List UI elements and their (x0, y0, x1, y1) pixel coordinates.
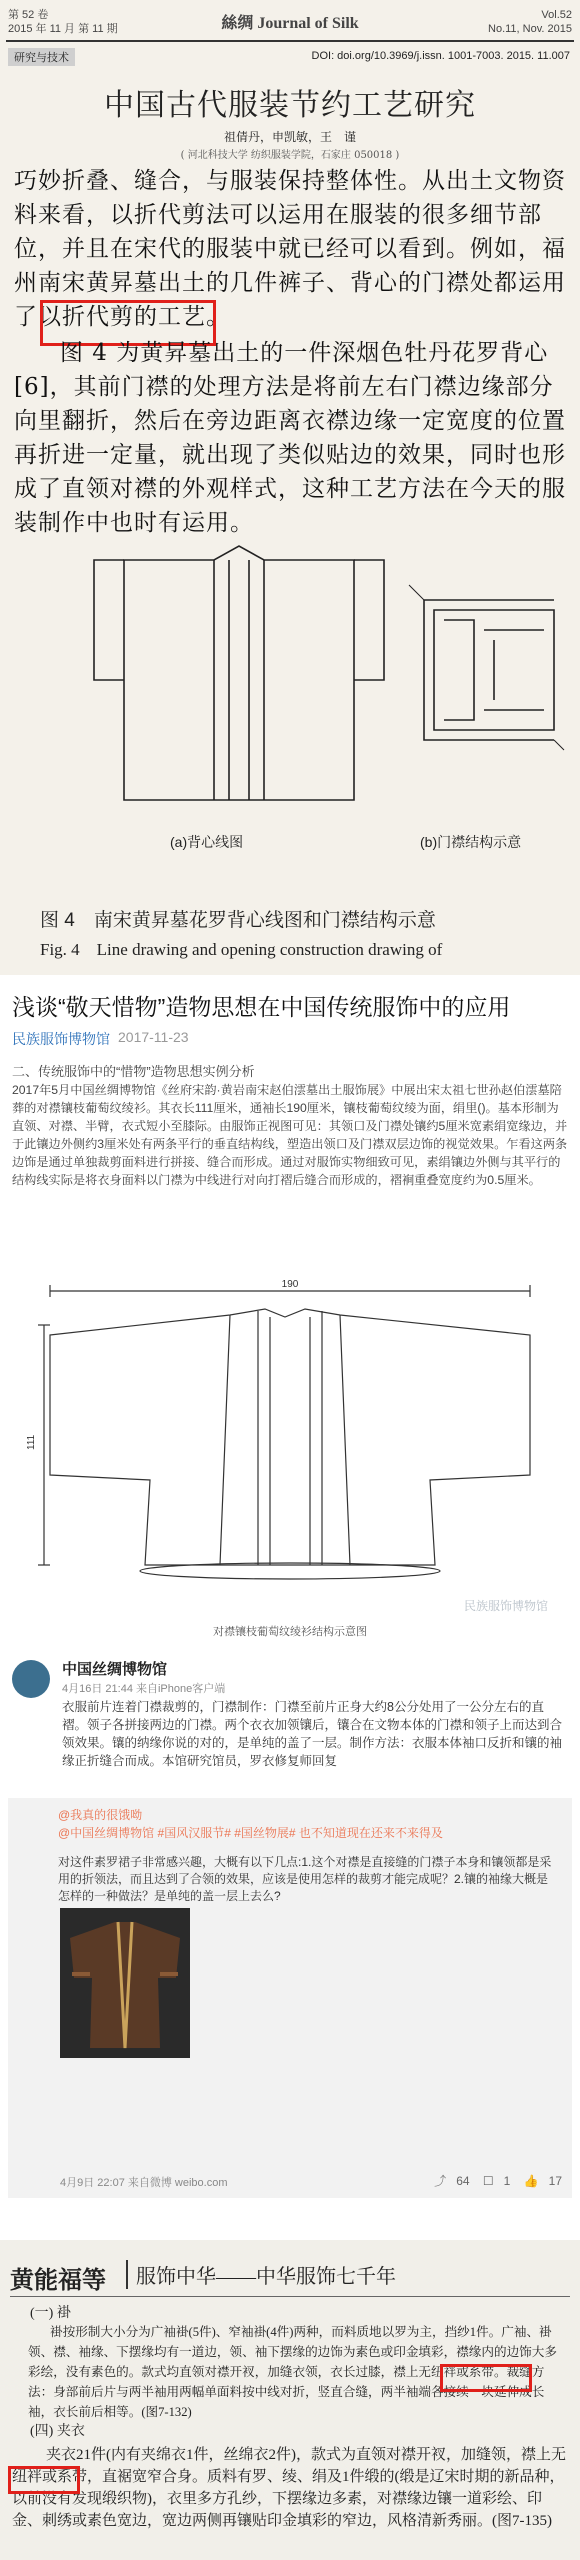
subfigure-b-label: (b)门襟结构示意 (420, 834, 522, 850)
article-subheading: 二、传统服饰中的“惜物”造物思想实例分析 (12, 1064, 255, 1079)
quoted-post[interactable] (8, 1798, 572, 2198)
book-subsection-2: (四) 夹衣 (30, 2424, 85, 2439)
article-date: 2017-11-23 (118, 1029, 189, 1045)
journal-header (0, 6, 580, 40)
book-text-1: 褂按形制大小分为广袖褂(5件)、窄袖褂(4件)两种，而料质地以罗为主，挡纱1件。广袖、褂领、襟、袖缘、下摆缘均有一道边，领、袖下摆缘的边饰为素色或印金填彩，襟缘内的边饰大多彩绘，没有素色的。款式均直领对襟开衩，加缝衣领，衣长过膝，襟上无纽袢或系带。裁缝方法：身部前后片与两半袖用两幅单面料按中线对折，竖直合缝，两半袖端各接续一块延伸成长袖，衣长前后相等。(图7-132) (28, 2325, 557, 2419)
weibo-body: 衣服前片连着门襟裁剪的，门襟制作：门襟至前片正身大约8公分处用了一公分左右的直褶。领子各拼接两边的门襟。两个衣衣加领镶后，镶合在文物本体的门襟和领子上而达到合领效果。镶的纳缘你说的对的，是单纯的盖了一层。制作方法：衣服本体袖口反折和镶的袖缘正折缝合而成。本馆研究馆员，罗衣修复师回复 (62, 1700, 563, 1768)
doi-text: DOI: doi.org/10.3969/j.issn. 1001-7003. 2015. 11.007 (311, 50, 570, 62)
web-article (0, 975, 580, 1650)
book-subsection-1: (一) 褂 (30, 2306, 71, 2321)
quote-handle[interactable]: @我真的很饿呦 (58, 1808, 143, 1822)
book-rule (10, 2296, 570, 2297)
robe-image (60, 1908, 190, 2058)
highlight-box-1 (440, 2364, 532, 2392)
issue-volume: 第 52 卷 (8, 9, 49, 21)
figure-caption-en: Fig. 4 Line drawing and opening construction drawing of (40, 940, 443, 959)
post-stats (424, 2172, 562, 2189)
paragraph-1: 巧妙折叠、缝合，与服装保持整体性。从出土文物资料来看，以折代剪法可以运用在服装的很多细节部位，并且在宋代的服装中就已经可以看到。例如，福州南宋黄昇墓出土的几件裤子、背心的门襟处都运用了以折代剪的工艺。 (14, 168, 566, 330)
journal-name: 絲绸 Journal of Silk (221, 15, 359, 32)
quote-footer: 4月9日 22:07 来自微博 weibo.com (60, 2177, 228, 2189)
article-source-link[interactable]: 民族服饰博物馆 (12, 1031, 110, 1047)
highlight-box-2 (8, 2466, 80, 2494)
comment-icon[interactable]: ☐ (482, 2174, 494, 2188)
subfigure-a-label: (a)背心线图 (170, 834, 244, 850)
paper-affiliation: ( 河北科技大学 纺织服装学院，石家庄 050018 ) (180, 150, 400, 161)
book-page (0, 2240, 580, 2560)
like-count[interactable]: 17 (548, 2174, 562, 2188)
article-heading: 浅谈“敬天惜物”造物思想在中国传统服饰中的应用 (12, 994, 511, 1020)
figure-vest-drawings (14, 540, 564, 870)
paper-title: 中国古代服装节约工艺研究 (104, 89, 476, 122)
issue-volume-en: Vol.52 (541, 9, 572, 21)
avatar[interactable] (12, 1660, 50, 1698)
weibo-username[interactable]: 中国丝绸博物馆 (62, 1661, 168, 1678)
share-count[interactable]: 64 (456, 2174, 470, 2188)
issue-date-en: No.11, Nov. 2015 (488, 23, 572, 35)
quote-body: 对这件素罗裙子非常感兴趣，大概有以下几点:1.这个对襟是直接缝的门襟子本身和镶领都是采用的折领法，而且达到了合领的效果，应该是使用怎样的裁剪才能完成呢？2.镶的袖缘大概是怎样的一种做法？是单纯的盖一层上去么? (58, 1855, 552, 1903)
book-text-2: 夹衣21件(内有夹绵衣1件，丝绵衣2件)，款式为直领对襟开衩，加缝领，襟上无纽袢或系带，直裾宽窄合身。质料有罗、绫、绢及1件缎的(缎是辽宋时期的新品种，以前没有发现缎织物)，衣里多方孔纱，下摆缘边多素，对襟缘边镶一道彩绘、印金、刺绣或素色宽边，宽边两侧再镶贴印金填彩的窄边，风格清新秀丽。(图7-135) (12, 2447, 566, 2529)
figure-caption-cn: 图 4 南宋黄昇墓花罗背心线图和门襟结构示意 (40, 910, 436, 931)
weibo-post (0, 1650, 580, 2240)
book-title: 服饰中华——中华服饰七千年 (126, 2260, 396, 2289)
journal-scan (0, 0, 580, 975)
quote-mention-line: @中国丝绸博物馆 #国风汉服节# #国丝物展# 也不知道现在还来不来得及 (58, 1826, 443, 1840)
comment-count[interactable]: 1 (503, 2174, 511, 2188)
dim-width-label: 190 (281, 1279, 299, 1290)
book-author: 黄能福等 (10, 2268, 106, 2294)
robe-photo[interactable] (60, 1908, 190, 2058)
diagram-caption: 对襟镶枝葡萄纹绫衫结构示意图 (213, 1626, 367, 1638)
dim-height-label: 111 (26, 1434, 37, 1450)
article-body: 2017年5月中国丝绸博物馆《丝府宋韵·黄岩南宋赵伯澐墓出土服饰展》中展出宋太祖七世孙赵伯澐墓陪葬的对襟镶枝葡萄纹绫衫。其衣长111厘米，通袖长190厘米，镶枝葡萄纹绫为面，绢里()。基本形制为直领、对襟、半臂，衣式短小至膝际。由服饰正视图可见：其领口及门襟处镶约5厘米宽素绢宽缘边，并于此镶边外侧约3厘米处有两条平行的垂直结构线，塑造出领口及门襟双层边饰的视觉效果。乍看这两条边饰是通过单独裁剪面料进行拼接、缝合而形成。通过对服饰实物细致可见，素绢镶边外侧与其平行的结构线实际是将衣身面料以门襟为中线进行对向打褶后缝合而形成的，褶裥重叠宽度约为0.5厘米。 (12, 1083, 568, 1187)
paragraph-2: 图 4 为黄昇墓出土的一件深烟色牡丹花罗背心[6]，其前门襟的处理方法是将前左右门襟边缘部分向里翻折，然后在旁边距离衣襟边缘一定宽度的位置再折进一定量，就出现了类似贴边的效果，同时也形成了直领对襟的外观样式，这种工艺方法在今天的服装制作中也时有运用。 (14, 340, 566, 536)
issue-date: 2015 年 11 月 第 11 期 (8, 23, 118, 35)
like-icon[interactable]: 👍 (523, 2174, 539, 2188)
garment-structure-diagram (26, 1275, 550, 1615)
paper-authors: 祖倩丹，申凯敏，王 谨 (223, 130, 356, 144)
header-rule (6, 40, 574, 42)
article-watermark: 民族服饰博物馆 (463, 1599, 548, 1613)
share-icon[interactable]: ⤴ (434, 2174, 447, 2188)
section-tag: 研究与技术 (8, 48, 75, 66)
weibo-timestamp: 4月16日 21:44 来自iPhone客户端 (62, 1683, 226, 1695)
